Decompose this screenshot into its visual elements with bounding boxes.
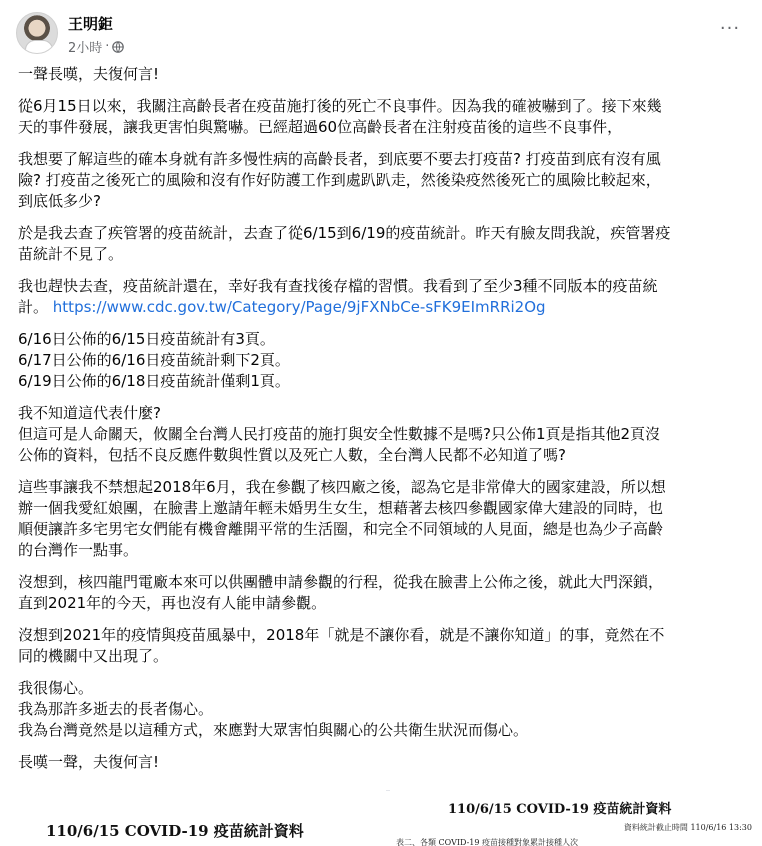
text-line: 順便讓許多宅男宅女們能有機會離開平常的生活圈，和完全不同領域的人見面，總是也為少子高齡 — [18, 520, 664, 538]
text-line: 6/16日公佈的6/15日疫苗統計有3頁。 — [18, 330, 275, 348]
vaccine-stats-image-1[interactable] — [0, 790, 386, 846]
image-2-title: 110/6/15 COVID-19 疫苗統計資料 — [448, 802, 672, 817]
text-line: 但這可是人命關天，攸關全台灣人民打疫苗的施打與安全性數據不是嗎?只公佈1頁是指其他2頁沒 — [18, 425, 661, 443]
post-meta — [68, 37, 124, 56]
text-line: 6/19日公佈的6/18日疫苗統計僅剩1頁。 — [18, 372, 290, 390]
meta-separator: · — [105, 39, 110, 54]
text-line: 辦一個我愛紅娘團，在臉書上邀請年輕未婚男生女生，想藉著去核四參觀國家偉大建設的同時，也 — [18, 499, 664, 517]
paragraph — [18, 477, 752, 561]
text-line: 一聲長嘆，夫復何言! — [18, 65, 160, 83]
paragraph — [18, 572, 752, 614]
text-line — [18, 297, 752, 318]
text-line: 我為台灣竟然是以這種方式，來應對大眾害怕與關心的公共衛生狀況而傷心。 — [18, 721, 529, 739]
paragraph — [18, 149, 752, 212]
post-timestamp[interactable]: 2小時 — [68, 41, 103, 56]
post-text — [18, 64, 752, 784]
text-line: 苗統計不見了。 — [18, 245, 124, 263]
image-1-title: 110/6/15 COVID-19 疫苗統計資料 — [46, 822, 304, 840]
globe-icon[interactable] — [112, 41, 124, 53]
text-line: 沒想到，核四龍門電廠本來可以供團體申請參觀的行程，從我在臉書上公佈之後，就此大門深鎖， — [18, 573, 664, 591]
more-horizontal-icon: ··· — [719, 17, 741, 39]
text-line: 險? 打疫苗之後死亡的風險和沒有作好防護工作到處趴趴走，然後染疫然後死亡的風險比較起來， — [18, 171, 661, 189]
image-2-note: 資料統計截止時間 110/6/16 13:30 — [623, 823, 752, 832]
text-line: 到底低多少? — [18, 192, 101, 210]
text-line: 從6月15日以來，我關注高齡長者在疫苗施打後的死亡不良事件。因為我的確被嚇到了。接下來幾 — [18, 97, 662, 115]
text-line: 沒想到2021年的疫情與疫苗風暴中，2018年「就是不讓你看，就是不讓你知道」的事，竟然在不 — [18, 626, 665, 644]
image-2-caption: 表二、各類 COVID-19 疫苗接種對象累計接種人次 — [396, 838, 579, 846]
more-options-button[interactable] — [714, 16, 746, 40]
cdc-vaccine-stats-link[interactable]: https://www.cdc.gov.tw/Category/Page/9jFXNbCe-sFK9EImRRi2Og — [52, 298, 546, 316]
text-line: 我很傷心。 — [18, 679, 94, 697]
post-header — [16, 12, 746, 60]
link-prefix: 計。 — [18, 298, 49, 316]
paragraph — [18, 64, 752, 85]
text-line: 長嘆一聲，夫復何言! — [18, 753, 160, 771]
text-line: 6/17日公佈的6/16日疫苗統計剩下2頁。 — [18, 351, 290, 369]
post-images — [0, 790, 762, 846]
text-line: 天的事件發展，讓我更害怕與驚嚇。已經超過60位高齡長者在注射疫苗後的這些不良事件， — [18, 118, 623, 136]
paragraph — [18, 223, 752, 265]
vaccine-stats-image-2[interactable] — [390, 790, 762, 846]
text-line: 公佈的資料，包括不良反應件數與性質以及死亡人數，全台灣人民都不必知道了嗎? — [18, 446, 566, 464]
text-line: 同的機關中又出現了。 — [18, 647, 169, 665]
paragraph — [18, 678, 752, 741]
paragraph — [18, 96, 752, 138]
paragraph — [18, 329, 752, 392]
text-line: 我也趕快去查，疫苗統計還在，幸好我有查找後存檔的習慣。我看到了至少3種不同版本的疫苗統 — [18, 277, 658, 295]
text-line: 的台灣作一點事。 — [18, 541, 139, 559]
text-line: 這些事讓我不禁想起2018年6月，我在參觀了核四廠之後，認為它是非常偉大的國家建設，所以想 — [18, 478, 666, 496]
text-line: 我不知道這代表什麼? — [18, 404, 161, 422]
paragraph — [18, 276, 752, 318]
paragraph — [18, 752, 752, 773]
paragraph — [18, 625, 752, 667]
text-line: 於是我去查了疾管署的疫苗統計，去查了從6/15到6/19的疫苗統計。昨天有臉友問我說，疾管署疫 — [18, 224, 671, 242]
text-line: 我想要了解這些的確本身就有許多慢性病的高齡長者，到底要不要去打疫苗? 打疫苗到底有沒有風 — [18, 150, 661, 168]
text-line: 我為那許多逝去的長者傷心。 — [18, 700, 214, 718]
text-line: 直到2021年的今天，再也沒有人能申請參觀。 — [18, 594, 327, 612]
paragraph — [18, 403, 752, 466]
author-avatar[interactable] — [16, 12, 58, 54]
author-name[interactable]: 王明鉅 — [68, 15, 114, 33]
